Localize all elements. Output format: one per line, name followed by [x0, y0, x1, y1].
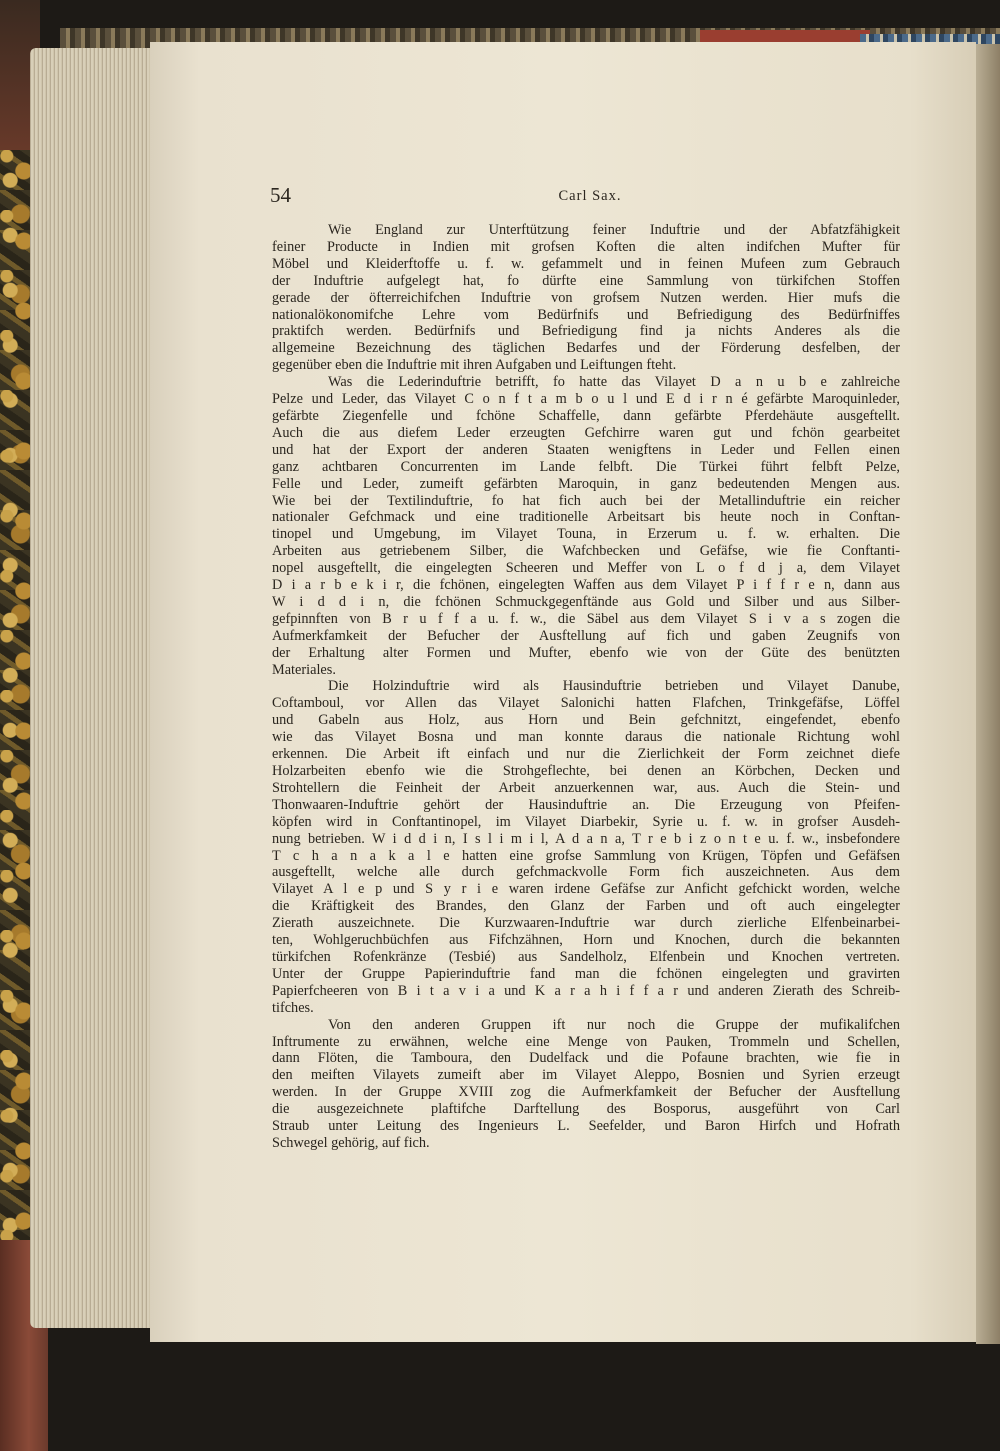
- text-line: der Induftrie aufgelegt hat, fo dürfte eine Sammlung von türkifchen Stoffen: [272, 272, 900, 289]
- text-line: D i a r b e k i r, die fchönen, eingelegten Waffen aus dem Vilayet P i f f r e n, dann aus: [272, 577, 900, 594]
- text-line: Auch die aus diefem Leder erzeugten Gefchirre waren gut und fchön gearbeitet: [272, 424, 900, 441]
- text-line: die ausgezeichnete plaftifche Darftellung des Bosporus, ausgeführt von Carl: [272, 1101, 900, 1118]
- text-line: tinopel und Umgebung, im Vilayet Touna, in Erzerum u. f. w. erhalten. Die: [272, 526, 900, 543]
- page-stack-edges: [30, 48, 160, 1328]
- running-head: Carl Sax.: [558, 188, 622, 204]
- text-line: Möbel und Kleiderftoffe u. f. w. gefammelt und in feinen Mufeen zum Gebrauch: [272, 255, 900, 272]
- facing-page-edge: [976, 44, 1000, 1344]
- text-line: nopel ausgeftellt, die eingelegten Scheeren und Meffer von L o f d j a, dem Vilayet: [272, 560, 900, 577]
- text-line: Von den anderen Gruppen ift nur noch die Gruppe der mufikalifchen: [328, 1016, 900, 1033]
- text-line: gerade der öfterreichifchen Induftrie von grofsem Nutzen werden. Hier mufs die: [272, 289, 900, 306]
- text-line: tifches.: [272, 999, 314, 1016]
- text-line: Pelze und Leder, das Vilayet C o n f t a m b o u l und E d i r n é gefärbte Maroquinleder,: [272, 391, 900, 408]
- text-line: allgemeine Bezeichnung des täglichen Bedarfes und der Förderung desfelben, der: [272, 340, 900, 357]
- text-line: Papierfcheeren von B i t a v i a und K a r a h i f f a r und anderen Zierath des Schreib-: [272, 982, 900, 999]
- text-line: wie das Vilayet Bosna und man konnte daraus die nationale Richtung wohl: [272, 729, 900, 746]
- text-line: Coftamboul, vor Allen das Vilayet Salonichi hatten Flafchen, Trinkgefäfse, Löffel: [272, 695, 900, 712]
- text-line: köpfen wird in Conftantinopel, im Vilayet Diarbekir, Syrie u. f. w. in grofser Ausdeh-: [272, 813, 900, 830]
- text-line: Schwegel gehörig, auf fich.: [272, 1134, 430, 1151]
- text-line: Wie bei der Textilinduftrie, fo hat fich auch bei der Metallinduftrie ein reicher: [272, 492, 900, 509]
- text-line: Wie England zur Unterftützung feiner Induftrie und der Abfatzfähigkeit: [328, 222, 900, 238]
- text-line: Strohtellern die Feinheit der Arbeit anzuerkennen war, aus. Auch die Stein- und: [272, 779, 900, 796]
- text-line: ten, Wohlgeruchbüchfen aus Fifchzähnen, Horn und Knochen, durch die bekannten: [272, 932, 900, 949]
- text-line: türkifchen Rofenkränze (Tesbié) aus Sandelholz, Elfenbein und Knochen vertreten.: [272, 948, 900, 965]
- text-line: Was die Lederinduftrie betrifft, fo hatte das Vilayet D a n u b e zahlreiche: [328, 374, 900, 391]
- text-line: Die Holzinduftrie wird als Hausinduftrie betrieben und Vilayet Danube,: [328, 678, 900, 695]
- text-line: Vilayet A l e p und S y r i e waren irdene Gefäfse zur Anficht gefchickt worden, welche: [272, 881, 900, 898]
- text-line: die Kräftigkeit des Brandes, den Glanz der Farben und oft auch eingelegter: [272, 898, 900, 915]
- text-line: Thonwaaren-Induftrie gehört der Hausinduftrie an. Die Erzeugung von Pfeifen-: [272, 796, 900, 813]
- page-header: [270, 180, 900, 210]
- text-line: dann Flöten, die Tamboura, den Dudelfack und die Pofaune brachten, wie fie in: [272, 1050, 900, 1067]
- text-line: gefärbte Ziegenfelle und fchöne Schaffelle, dann gefärbte Pferdehäute ausgeftellt.: [272, 407, 900, 424]
- text-line: Inftrumente zu erwähnen, welche eine Menge von Pauken, Trommeln und Schellen,: [272, 1033, 900, 1050]
- text-line: gegenüber eben die Induftrie mit ihren Aufgaben und Leiftungen fteht.: [272, 357, 677, 374]
- text-line: feiner Producte in Indien mit grofsen Koften die alten indifchen Mufter für: [272, 238, 900, 255]
- text-line: Holzarbeiten ebenfo wie die Strohgeflechte, bei denen an Körbchen, Decken und: [272, 763, 900, 779]
- text-line: und hat der Export der anderen Staaten wenigftens in Leder und Fellen einen: [272, 441, 900, 458]
- page-number: 54: [270, 183, 291, 207]
- text-line: Felle und Leder, zumeift gefärbten Maroquin, in ganz bedeutenden Mengen aus.: [272, 475, 900, 492]
- text-line: nationalökonomifche Lehre vom Bedürfnifs und Befriedigung des Bedürfniffes: [272, 306, 900, 323]
- text-line: nationaler Gefchmack und eine traditionelle Arbeitsart bis heute noch in Conftan-: [272, 509, 900, 526]
- text-line: Materiales.: [272, 661, 336, 678]
- text-line: praktifch werden. Bedürfnifs und Befriedigung find ja nichts Anderes als die: [272, 323, 900, 340]
- body-text: [272, 222, 900, 1152]
- text-line: werden. In der Gruppe XVIII zog die Aufmerkfamkeit der Befucher der Ausftellung: [272, 1084, 900, 1101]
- text-line: erkennen. Die Arbeit ift einfach und nur die Zierlichkeit der Form zeichnet diefe: [272, 746, 900, 763]
- text-line: ausgeftellt, welche alle durch gefchmackvolle Form fich auszeichneten. Aus dem: [272, 864, 900, 881]
- text-line: Aufmerkfamkeit der Befucher der Ausftellung auf fich und gaben Zeugnifs von: [272, 627, 900, 644]
- text-line: den meiften Vilayets zumeift aber im Vilayet Aleppo, Bosnien und Syrien erzeugt: [272, 1067, 900, 1084]
- text-line: Unter der Gruppe Papierinduftrie fand man die fchönen eingelegten und gravirten: [272, 965, 900, 982]
- text-line: Zierath auszeichnete. Die Kurzwaaren-Induftrie war durch zierliche Elfenbeinarbei-: [272, 915, 900, 932]
- text-line: gefpinnften von B r u f f a u. f. w., die Säbel aus dem Vilayet S i v a s zogen die: [272, 610, 900, 627]
- text-line: T c h a n a k a l e hatten eine grofse Sammlung von Krügen, Töpfen und Gefäfsen: [272, 847, 900, 864]
- text-line: und Gabeln aus Holz, aus Horn und Bein gefchnitzt, eingefendet, ebenfo: [272, 712, 900, 729]
- text-line: der Erhaltung alter Formen und Mufter, ebenfo wie von der Güte des benützten: [272, 644, 900, 661]
- marbled-cover-edge: [0, 150, 34, 1280]
- text-line: ganz achtbaren Concurrenten im Lande felbft. Die Türkei führt felbft Pelze,: [272, 458, 900, 475]
- text-line: Arbeiten aus getriebenem Silber, die Wafchbecken und Gefäfse, wie fie Conftanti-: [272, 543, 900, 560]
- text-line: W i d d i n, die fchönen Schmuckgegenftände aus Gold und Silber und aus Silber-: [272, 593, 900, 610]
- text-line: Straub unter Leitung des Ingenieurs L. Seefelder, und Baron Hirfch und Hofrath: [272, 1118, 900, 1135]
- text-line: nung betrieben. W i d d i n, I s l i m i l, A d a n a, T r e b i z o n t e u. f. w., insbefondere: [272, 830, 900, 847]
